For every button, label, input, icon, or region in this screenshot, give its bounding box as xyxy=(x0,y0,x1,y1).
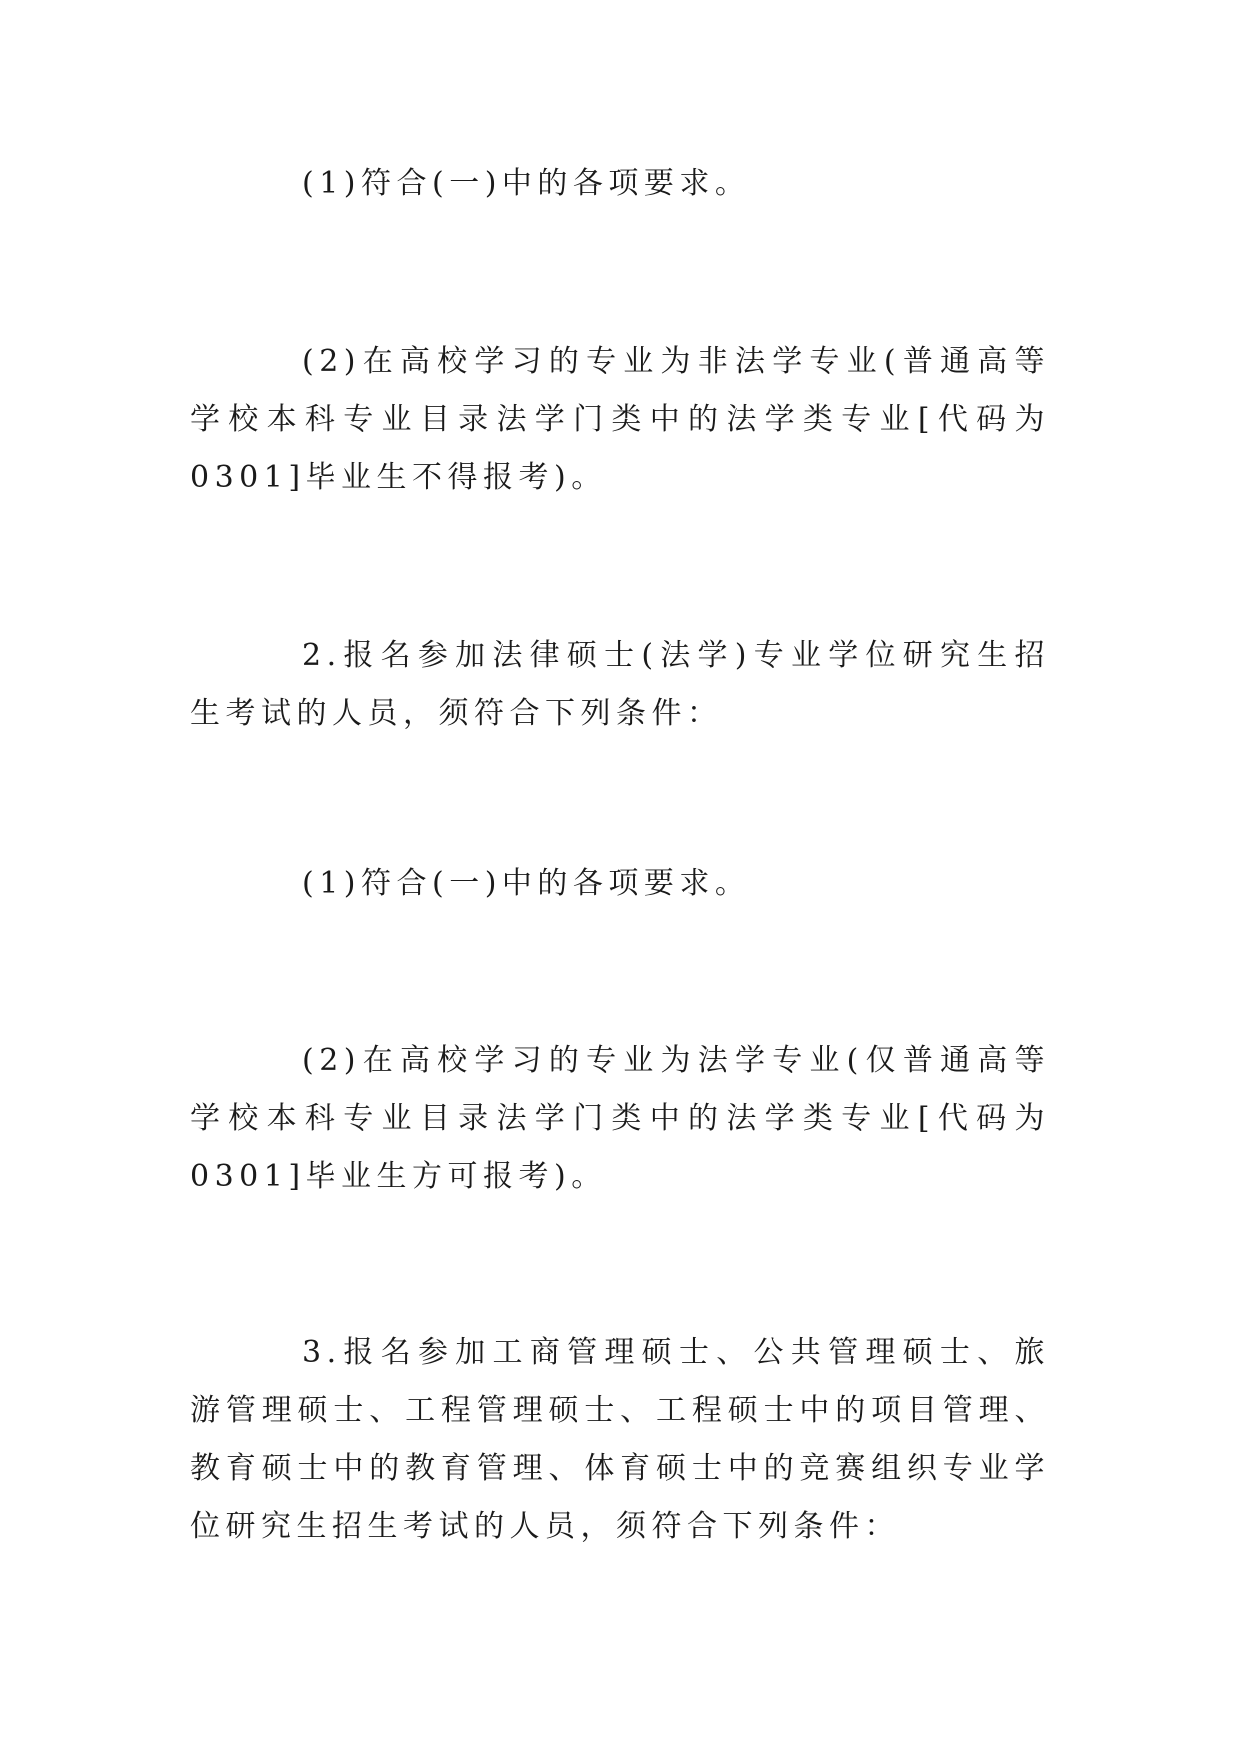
paragraph-6-management-degrees-conditions: 3.报名参加工商管理硕士、公共管理硕士、旅游管理硕士、工程管理硕士、工程硕士中的项目管理、教育硕士中的教育管理、体育硕士中的竞赛组织专业学位研究生招生考试的人员，须符合下列条件： xyxy=(190,1335,1050,1544)
paragraph-4-requirement-1: (1)符合(一)中的各项要求。 xyxy=(302,866,751,901)
paragraph-3-jm-law-conditions: 2.报名参加法律硕士(法学)专业学位研究生招生考试的人员，须符合下列条件： xyxy=(190,638,1050,731)
paragraph-5-law-major: (2)在高校学习的专业为法学专业(仅普通高等学校本科专业目录法学门类中的法学类专业[代码为 0301]毕业生方可报考)。 xyxy=(190,1043,1050,1194)
paragraph-2-non-law-major: (2)在高校学习的专业为非法学专业(普通高等学校本科专业目录法学门类中的法学类专业[代码为 0301]毕业生不得报考)。 xyxy=(190,344,1050,495)
paragraph-1-requirement-1: (1)符合(一)中的各项要求。 xyxy=(302,166,751,201)
